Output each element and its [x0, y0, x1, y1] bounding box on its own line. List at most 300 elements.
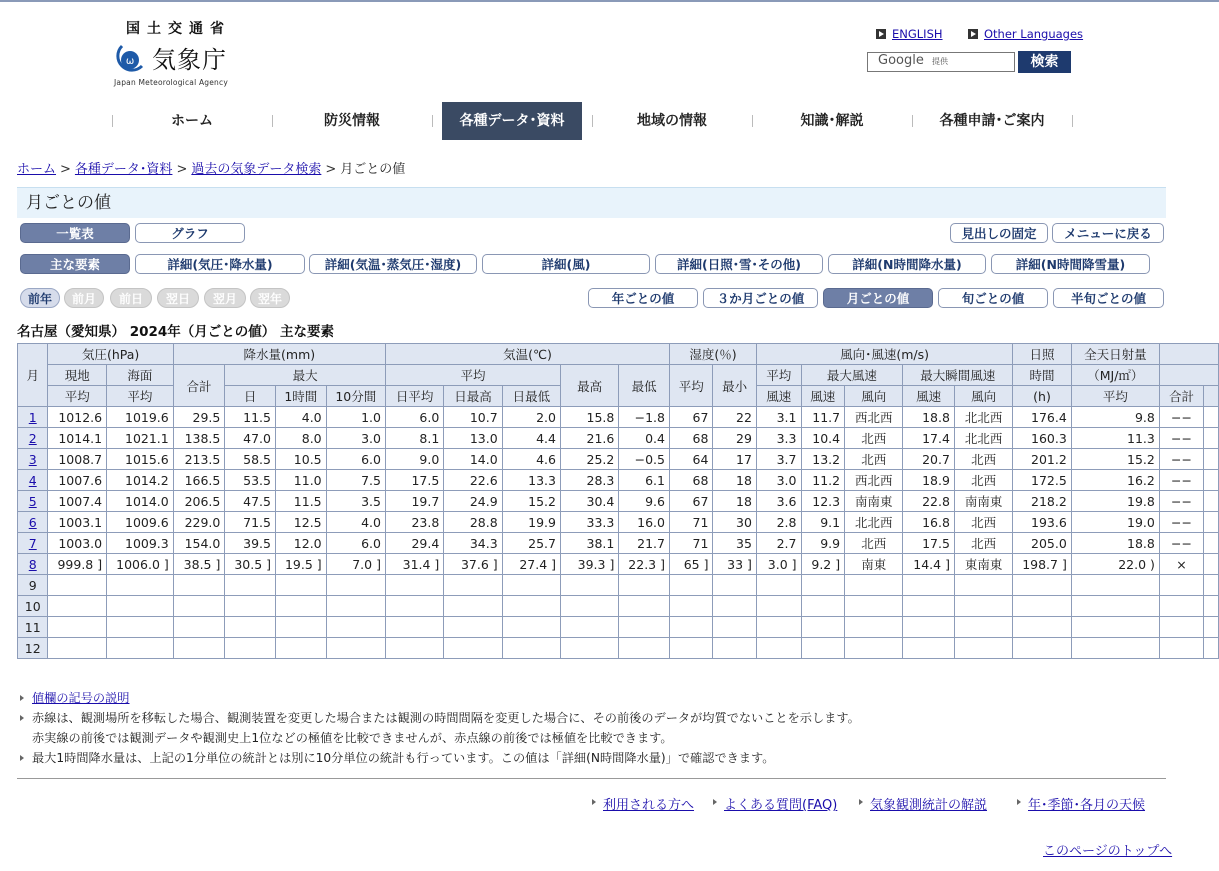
breadcrumb-sep: > — [325, 162, 337, 177]
footer-link-stats-text[interactable]: 気象観測統計の解説 — [870, 798, 988, 813]
table-row — [18, 449, 1219, 470]
english-link[interactable]: ENGLISH — [892, 27, 943, 41]
data-cell: 9.9 — [801, 533, 845, 554]
data-cell: 172.5 — [1013, 470, 1072, 491]
data-cell: 15.8 — [561, 407, 619, 428]
data-cell: 67 — [669, 491, 712, 512]
data-cell — [1071, 596, 1159, 617]
data-cell — [845, 575, 903, 596]
month-cell[interactable] — [18, 512, 48, 533]
data-cell: 12.0 — [276, 533, 327, 554]
data-cell: 1014.1 — [48, 428, 107, 449]
data-cell — [713, 617, 756, 638]
data-cell: 37.6 ] — [444, 554, 502, 575]
monthly-values-button[interactable]: 月ごとの値 — [823, 288, 933, 308]
data-cell — [756, 638, 801, 659]
data-cell: 22.0 ) — [1071, 554, 1159, 575]
header-max-10m: 10分間 — [326, 386, 385, 407]
data-cell — [173, 596, 225, 617]
data-cell — [326, 638, 385, 659]
table-row — [18, 617, 1219, 638]
data-cell: 1012.6 — [48, 407, 107, 428]
data-cell: 北北西 — [954, 407, 1012, 428]
global-nav — [112, 102, 1076, 140]
data-cell — [1013, 617, 1072, 638]
data-cell — [801, 638, 845, 659]
data-cell — [619, 575, 670, 596]
detail-wind-button[interactable]: 詳細(風) — [482, 254, 650, 274]
breadcrumb-home[interactable]: ホーム — [17, 162, 57, 177]
footer-link-stats[interactable] — [857, 794, 987, 813]
data-cell: 1007.4 — [48, 491, 107, 512]
header-max-gust: 最大瞬間風速 — [903, 365, 1013, 386]
breadcrumb-sep: > — [60, 162, 71, 177]
data-cell: 9.0 — [385, 449, 443, 470]
header-max-1h: 1時間 — [276, 386, 327, 407]
page-title — [17, 187, 1166, 218]
footer-link-users[interactable] — [590, 794, 694, 813]
data-cell — [326, 596, 385, 617]
data-cell — [1204, 449, 1219, 470]
pentad-values-button[interactable]: 半旬ごとの値 — [1053, 288, 1164, 308]
data-cell: 58.5 — [225, 449, 276, 470]
data-cell: 29.4 — [385, 533, 443, 554]
data-cell — [173, 617, 225, 638]
note1-line2: 赤実線の前後では観測データや観測史上1位などの極値を比較できませんが、赤点線の前後では極値を比較できます。 — [32, 731, 673, 745]
data-cell — [444, 617, 502, 638]
data-cell: 38.5 ] — [173, 554, 225, 575]
data-cell: 1003.0 — [48, 533, 107, 554]
data-cell: 3.7 — [756, 449, 801, 470]
data-cell — [385, 617, 443, 638]
data-cell: 3.0 — [756, 470, 801, 491]
detail-temp-button[interactable]: 詳細(気温･蒸気圧･湿度) — [309, 254, 477, 274]
data-cell: 65 ] — [669, 554, 712, 575]
data-cell: 19.9 — [502, 512, 560, 533]
data-cell: 4.6 — [502, 449, 560, 470]
data-cell: 北北西 — [845, 512, 903, 533]
data-cell: 9.2 ] — [801, 554, 845, 575]
data-cell — [801, 575, 845, 596]
header-wind: 風向･風速(m/s) — [756, 344, 1012, 365]
data-cell — [385, 596, 443, 617]
legend-link[interactable]: 値欄の記号の説明 — [32, 691, 130, 705]
header-solar-line1: 全天日射量 — [1071, 344, 1159, 365]
data-cell: 18.8 — [1071, 533, 1159, 554]
table-body — [18, 407, 1219, 659]
data-cell: 9.8 — [1071, 407, 1159, 428]
data-cell: 北西 — [954, 470, 1012, 491]
data-cell — [225, 617, 276, 638]
header-precip-total: 合計 — [173, 365, 225, 407]
breadcrumb-current: 月ごとの値 — [340, 162, 406, 177]
header-temp: 気温(℃) — [385, 344, 669, 365]
prev-day-button: 前日 — [110, 288, 152, 308]
data-cell — [48, 617, 107, 638]
month-link[interactable]: 5 — [28, 493, 37, 509]
page-top-link[interactable]: このページのトップへ — [1043, 844, 1173, 859]
note2: 最大1時間降水量は、上記の1分単位の統計とは別に10分単位の統計も行っています。この値は「詳細(N時間降水量)」で確認できます。 — [32, 751, 775, 765]
data-cell: 10.5 — [276, 449, 327, 470]
nav-separator — [752, 115, 753, 127]
header-snow-total: 合計 — [1159, 386, 1203, 407]
agency-name-en: Japan Meteorological Agency — [114, 78, 228, 87]
nav-separator — [432, 115, 433, 127]
data-cell: 21.7 — [619, 533, 670, 554]
data-cell — [669, 617, 712, 638]
data-cell — [669, 638, 712, 659]
data-cell: 6.0 — [326, 533, 385, 554]
data-cell: 1008.7 — [48, 449, 107, 470]
data-cell: 68 — [669, 428, 712, 449]
data-cell: 18 — [713, 470, 756, 491]
data-cell: 1009.6 — [107, 512, 174, 533]
header-max-wind-dir: 風向 — [845, 386, 903, 407]
data-cell — [903, 596, 955, 617]
month-link[interactable]: 1 — [28, 409, 37, 425]
month-cell: 9 — [18, 575, 48, 596]
data-cell: 17 — [713, 449, 756, 470]
data-cell: 28.3 — [561, 470, 619, 491]
data-cell: 8.0 — [276, 428, 327, 449]
data-cell: 12.3 — [801, 491, 845, 512]
next-year-button: 翌年 — [250, 288, 290, 308]
data-cell: −− — [1159, 449, 1203, 470]
header-gust-speed: 風速 — [903, 386, 955, 407]
detail-nhour-precip-button[interactable]: 詳細(N時間降水量) — [828, 254, 986, 274]
header-temp-lowest: 最低 — [619, 365, 670, 407]
data-cell: −− — [1159, 470, 1203, 491]
header-humidity-min: 最小 — [713, 365, 756, 407]
data-cell: 19.7 — [385, 491, 443, 512]
month-link[interactable]: 6 — [28, 514, 37, 530]
data-cell — [1159, 638, 1203, 659]
detail-nhour-snow-button[interactable]: 詳細(N時間降雪量) — [991, 254, 1150, 274]
data-cell: 3.5 — [326, 491, 385, 512]
month-cell[interactable] — [18, 533, 48, 554]
header-humidity-avg: 平均 — [669, 365, 712, 407]
data-cell: 31.4 ] — [385, 554, 443, 575]
data-cell: 3.6 — [756, 491, 801, 512]
data-cell — [903, 638, 955, 659]
data-cell: 1015.6 — [107, 449, 174, 470]
data-cell: 28.8 — [444, 512, 502, 533]
breadcrumb-sep: > — [176, 162, 188, 177]
data-cell: 北北西 — [954, 428, 1012, 449]
month-cell[interactable] — [18, 470, 48, 491]
next-day-button: 翌日 — [157, 288, 199, 308]
agency-name: 気象庁 — [152, 46, 227, 74]
monthly-data-table — [17, 343, 1219, 659]
data-cell: −− — [1159, 428, 1203, 449]
data-cell: 33.3 — [561, 512, 619, 533]
data-cell: 201.2 — [1013, 449, 1072, 470]
lang-english-link[interactable] — [876, 27, 943, 41]
search-button[interactable]: 検索 — [1018, 51, 1071, 73]
header-sunshine-unit: (h) — [1013, 386, 1072, 407]
header-wind-speed: 風速 — [756, 386, 801, 407]
data-cell: 25.2 — [561, 449, 619, 470]
month-cell[interactable] — [18, 407, 48, 428]
data-cell: −− — [1159, 512, 1203, 533]
nav-regional[interactable]: 地域の情報 — [637, 113, 707, 129]
data-cell: 18.9 — [903, 470, 955, 491]
data-cell — [107, 638, 174, 659]
data-cell: 999.8 ] — [48, 554, 107, 575]
header-max-wind: 最大風速 — [801, 365, 903, 386]
data-cell — [1204, 491, 1219, 512]
header-sunshine-line2: 時間 — [1013, 365, 1072, 386]
header-daily-avg: 日平均 — [385, 386, 443, 407]
data-cell: 24.9 — [444, 491, 502, 512]
data-cell: 64 — [669, 449, 712, 470]
data-cell: 22.6 — [444, 470, 502, 491]
lang-other-link[interactable] — [968, 27, 1083, 41]
data-cell: −1.8 — [619, 407, 670, 428]
note1-line1: 赤線は、観測場所を移転した場合、観測装置を変更した場合または観測の時間間隔を変更した場合に、その前後のデータが均質でないことを示します。 — [32, 711, 860, 725]
month-cell[interactable] — [18, 428, 48, 449]
other-languages-link[interactable]: Other Languages — [984, 27, 1084, 41]
data-cell: 9.6 — [619, 491, 670, 512]
data-cell: 11.7 — [801, 407, 845, 428]
list-view-button[interactable]: 一覧表 — [20, 223, 130, 243]
data-cell — [669, 575, 712, 596]
data-cell: 南南東 — [954, 491, 1012, 512]
nav-knowledge[interactable]: 知識･解説 — [800, 113, 864, 129]
data-cell: 11.2 — [801, 470, 845, 491]
header-humidity: 湿度(％) — [669, 344, 756, 365]
footer-divider — [17, 778, 1166, 779]
data-cell — [1204, 596, 1219, 617]
data-cell: 北西 — [845, 449, 903, 470]
table-title: 名古屋（愛知県） 2024年（月ごとの値） 主な要素 — [17, 324, 334, 340]
data-cell: 68 — [669, 470, 712, 491]
footer-link-climate[interactable] — [1015, 794, 1145, 813]
data-cell — [225, 596, 276, 617]
header-temp-avg: 平均 — [385, 365, 560, 386]
data-cell — [276, 596, 327, 617]
data-cell — [502, 617, 560, 638]
data-cell: 71.5 — [225, 512, 276, 533]
data-cell — [225, 638, 276, 659]
breadcrumb — [17, 158, 405, 177]
data-cell — [954, 617, 1012, 638]
table-row — [18, 407, 1219, 428]
month-link[interactable]: 7 — [28, 535, 37, 551]
month-cell[interactable] — [18, 491, 48, 512]
nav-separator — [272, 115, 273, 127]
footer-link-faq-text[interactable]: よくある質問(FAQ) — [724, 798, 838, 813]
search-input[interactable] — [867, 52, 1015, 72]
footer-link-climate-text[interactable]: 年･季節･各月の天候 — [1028, 798, 1146, 813]
data-cell — [1159, 617, 1203, 638]
note-legend — [17, 688, 860, 708]
quarterly-values-button[interactable]: ３か月ごとの値 — [703, 288, 818, 308]
data-cell: 2.8 — [756, 512, 801, 533]
table-row — [18, 554, 1219, 575]
data-cell: 27.4 ] — [502, 554, 560, 575]
nav-disaster[interactable]: 防災情報 — [324, 113, 380, 129]
data-cell: 北西 — [845, 533, 903, 554]
jma-logo[interactable] — [112, 18, 252, 90]
data-cell: 14.0 — [444, 449, 502, 470]
table-row — [18, 491, 1219, 512]
data-cell — [502, 596, 560, 617]
fix-header-button[interactable]: 見出しの固定 — [950, 223, 1048, 243]
data-cell — [845, 617, 903, 638]
header-clipped — [1159, 344, 1218, 365]
data-cell: 229.0 — [173, 512, 225, 533]
data-cell: 18 — [713, 491, 756, 512]
data-cell — [619, 617, 670, 638]
next-month-button: 翌月 — [204, 288, 246, 308]
data-cell — [756, 596, 801, 617]
data-cell: 7.0 ] — [326, 554, 385, 575]
data-cell: 22 — [713, 407, 756, 428]
data-cell: 19.8 — [1071, 491, 1159, 512]
data-cell — [801, 617, 845, 638]
data-cell: 22.8 — [903, 491, 955, 512]
data-cell — [1013, 596, 1072, 617]
data-cell: 15.2 — [502, 491, 560, 512]
month-link[interactable]: 3 — [28, 451, 37, 467]
header-clipped — [1159, 365, 1218, 386]
data-cell: 17.4 — [903, 428, 955, 449]
top-border — [0, 0, 1219, 2]
header-sea: 海面 — [107, 365, 174, 386]
nav-separator — [592, 115, 593, 127]
data-cell: 1019.6 — [107, 407, 174, 428]
data-cell — [561, 617, 619, 638]
data-cell — [903, 617, 955, 638]
detail-pressure-button[interactable]: 詳細(気圧･降水量) — [135, 254, 305, 274]
data-cell: 33 ] — [713, 554, 756, 575]
header-daily-max: 日最高 — [444, 386, 502, 407]
footer-link-faq[interactable] — [711, 794, 837, 813]
data-cell: 71 — [669, 512, 712, 533]
nav-separator — [912, 115, 913, 127]
data-cell — [954, 638, 1012, 659]
month-cell[interactable] — [18, 449, 48, 470]
nav-applications[interactable]: 各種申請･ご案内 — [939, 113, 1045, 129]
data-cell — [385, 575, 443, 596]
data-cell — [713, 638, 756, 659]
data-cell: 1003.1 — [48, 512, 107, 533]
data-cell — [1204, 575, 1219, 596]
header-daily-min: 日最低 — [502, 386, 560, 407]
data-cell — [713, 596, 756, 617]
data-cell — [619, 596, 670, 617]
header-station-avg: 平均 — [48, 386, 107, 407]
prev-year-button[interactable]: 前年 — [20, 288, 60, 308]
data-cell: 1014.0 — [107, 491, 174, 512]
data-cell: 21.6 — [561, 428, 619, 449]
data-cell: 16.0 — [619, 512, 670, 533]
data-cell: 38.1 — [561, 533, 619, 554]
data-cell — [801, 596, 845, 617]
data-cell — [444, 596, 502, 617]
footer-link-users-text[interactable]: 利用される方へ — [603, 798, 695, 813]
data-cell: 138.5 — [173, 428, 225, 449]
nav-home[interactable]: ホーム — [171, 113, 213, 129]
data-cell: 北西 — [954, 512, 1012, 533]
data-cell: 13.0 — [444, 428, 502, 449]
yearly-values-button[interactable]: 年ごとの値 — [588, 288, 698, 308]
data-cell: 南南東 — [845, 491, 903, 512]
data-cell: 19.0 — [1071, 512, 1159, 533]
data-cell — [1071, 638, 1159, 659]
data-cell: 13.2 — [801, 449, 845, 470]
data-cell: 4.0 — [326, 512, 385, 533]
month-link[interactable]: 2 — [28, 430, 37, 446]
graph-view-button[interactable]: グラフ — [135, 223, 245, 243]
breadcrumb-data[interactable]: 各種データ･資料 — [74, 162, 173, 177]
note-max-precip — [17, 748, 860, 768]
data-cell — [107, 596, 174, 617]
data-cell: 4.0 — [276, 407, 327, 428]
data-cell — [444, 638, 502, 659]
data-cell — [48, 596, 107, 617]
data-cell: 11.5 — [225, 407, 276, 428]
data-cell: 67 — [669, 407, 712, 428]
data-cell: 7.5 — [326, 470, 385, 491]
data-cell: 22.3 ] — [619, 554, 670, 575]
breadcrumb-search[interactable]: 過去の気象データ検索 — [191, 162, 322, 177]
jma-logo-icon — [112, 42, 146, 76]
data-cell: 北西 — [954, 533, 1012, 554]
note-red-line-2 — [17, 728, 860, 748]
header-max-wind-speed: 風速 — [801, 386, 845, 407]
detail-sunshine-button[interactable]: 詳細(日照･雪･その他) — [655, 254, 823, 274]
back-menu-button[interactable]: メニューに戻る — [1052, 223, 1164, 243]
data-cell: 39.3 ] — [561, 554, 619, 575]
header-solar-avg: 平均 — [1071, 386, 1159, 407]
data-cell: −− — [1159, 491, 1203, 512]
note-red-line — [17, 708, 860, 728]
month-link[interactable]: 4 — [28, 472, 37, 488]
data-cell: 29 — [713, 428, 756, 449]
data-cell: 47.0 — [225, 428, 276, 449]
data-cell — [1013, 575, 1072, 596]
data-cell: 3.0 — [326, 428, 385, 449]
header-sea-avg: 平均 — [107, 386, 174, 407]
data-cell: 2.7 — [756, 533, 801, 554]
dekad-values-button[interactable]: 旬ごとの値 — [938, 288, 1048, 308]
data-cell: 17.5 — [385, 470, 443, 491]
data-cell — [561, 575, 619, 596]
data-cell: −− — [1159, 533, 1203, 554]
header-temp-highest: 最高 — [561, 365, 619, 407]
main-elements-button[interactable]: 主な要素 — [20, 254, 130, 274]
notes — [17, 688, 860, 768]
month-link[interactable]: 8 — [28, 556, 37, 572]
data-cell — [502, 638, 560, 659]
data-cell: 13.3 — [502, 470, 560, 491]
month-cell: 12 — [18, 638, 48, 659]
data-cell: 39.5 — [225, 533, 276, 554]
month-cell[interactable] — [18, 554, 48, 575]
data-cell — [276, 617, 327, 638]
data-cell: 18.8 — [903, 407, 955, 428]
header-station: 現地 — [48, 365, 107, 386]
nav-data[interactable]: 各種データ･資料 — [442, 102, 582, 140]
data-cell — [326, 617, 385, 638]
data-cell — [1204, 470, 1219, 491]
table-row — [18, 428, 1219, 449]
data-cell: 1.0 — [326, 407, 385, 428]
month-cell: 11 — [18, 617, 48, 638]
data-cell: 35 — [713, 533, 756, 554]
